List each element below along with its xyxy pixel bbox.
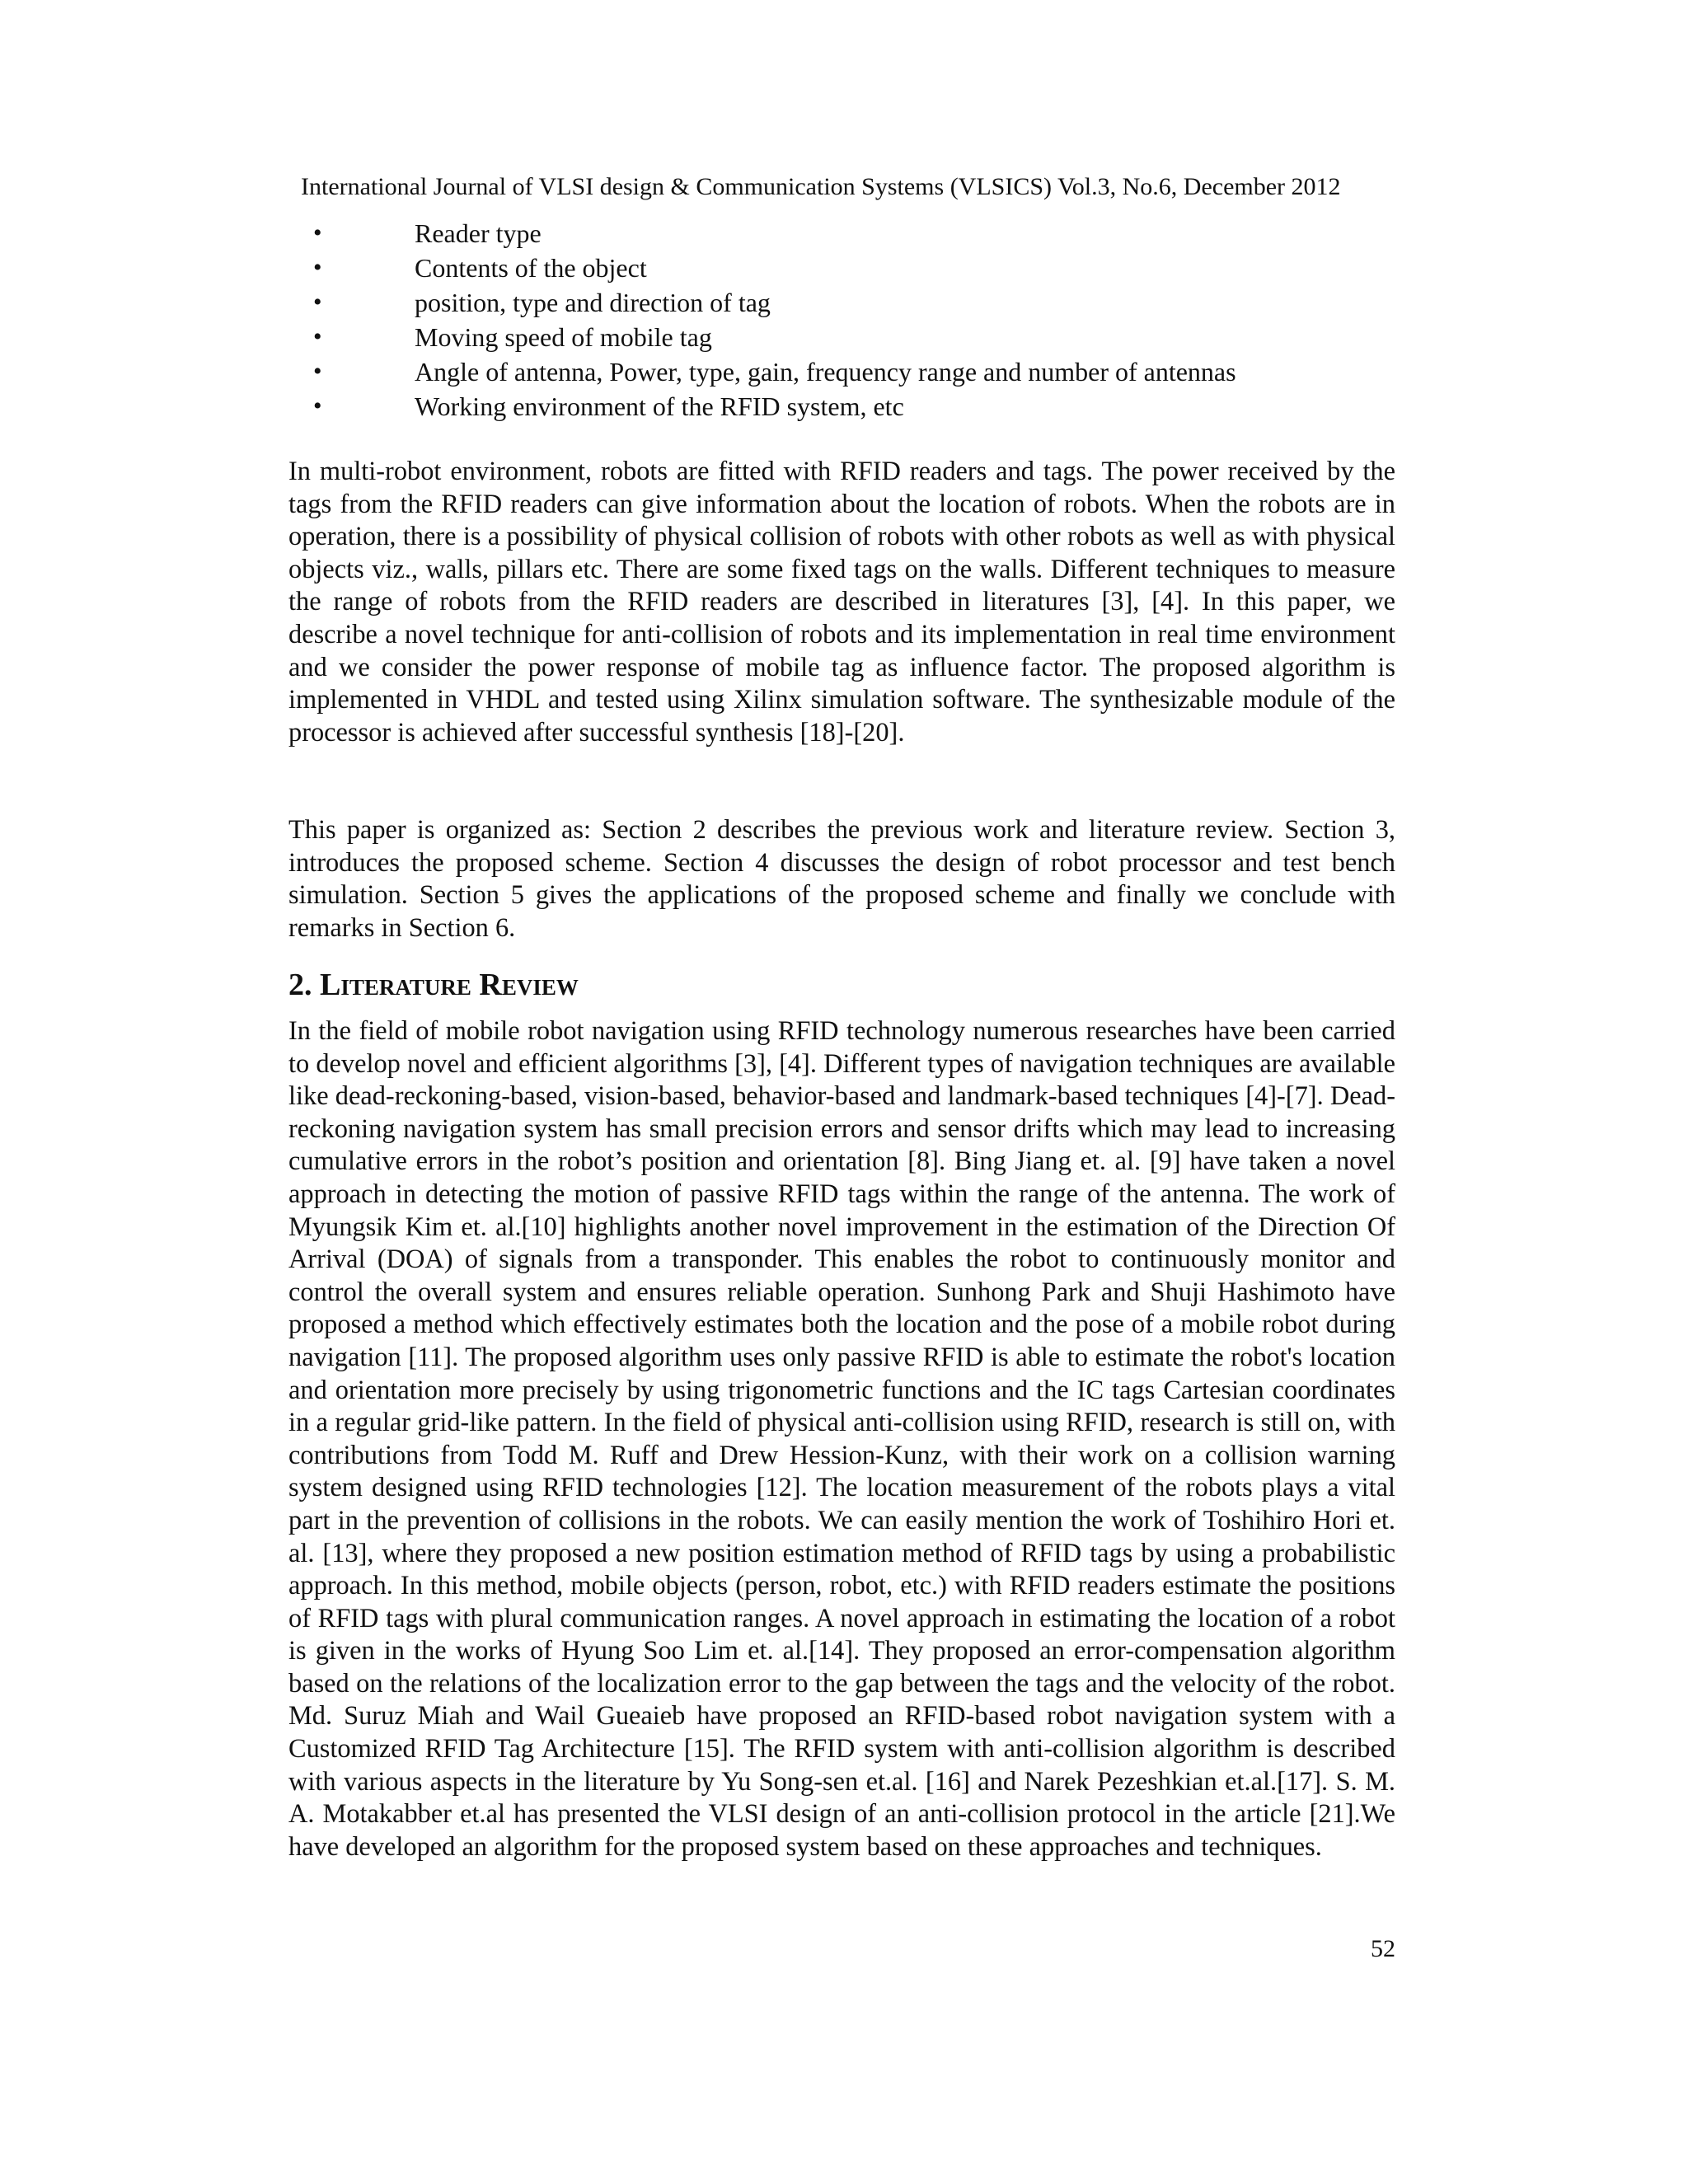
- literature-review-paragraph: In the field of mobile robot navigation using RFID technology numerous researches have been carried to develop novel and efficient algorithms [3], [4]. Different types of navigation techniques are available like dead-reckoning-based, vision-based, behavior-based and landmark-based techniques [4]-[7]. Dead-reckoning navigation system has small precision errors and sensor drifts which may lead to increasing cumulative errors in the robot’s position and orientation [8]. Bing Jiang et. al. [9] have taken a novel approach in detecting the motion of passive RFID tags within the range of the antenna. The work of Myungsik Kim et. al.[10] highlights another novel improvement in the estimation of the Direction Of Arrival (DOA) of signals from a transponder. This enables the robot to continuously monitor and control the overall system and ensures reliable operation. Sunhong Park and Shuji Hashimoto have proposed a method which effectively estimates both the location and the pose of a mobile robot during navigation [11]. The proposed algorithm uses only passive RFID is able to estimate the robot's location and orientation more precisely by using trigonometric functions and the IC tags Cartesian coordinates in a regular grid-like pattern. In the field of physical anti-collision using RFID, research is still on, with contributions from Todd M. Ruff and Drew Hession-Kunz, with their work on a collision warning system designed using RFID technologies [12]. The location measurement of the robots plays a vital part in the prevention of collisions in the robots. We can easily mention the work of Toshihiro Hori et. al. [13], where they proposed a new position estimation method of RFID tags by using a probabilistic approach. In this method, mobile objects (person, robot, etc.) with RFID readers estimate the positions of RFID tags with plural communication ranges. A novel approach in estimating the location of a robot is given in the works of Hyung Soo Lim et. al.[14]. They proposed an error-compensation algorithm based on the relations of the localization error to the gap between the tags and the velocity of the robot. Md. Suruz Miah and Wail Gueaieb have proposed an RFID-based robot navigation system with a Customized RFID Tag Architecture [15]. The RFID system with anti-collision algorithm is described with various aspects in the literature by Yu Song-sen et.al. [16] and Narek Pezeshkian et.al.[17]. S. M. A. Motakabber et.al has presented the VLSI design of an anti-collision protocol in the article [21].We have developed an algorithm for the proposed system based on these approaches and techniques.: [288, 1016, 1395, 1862]
- running-header: International Journal of VLSI design & Communication Systems (VLSICS) Vol.3, No.6, December 2012: [301, 173, 1341, 200]
- list-item-text: Contents of the object: [415, 253, 647, 283]
- list-item: [287, 389, 1400, 424]
- bullet-icon: •: [313, 254, 322, 281]
- intro-paragraph: In multi-robot environment, robots are fitted with RFID readers and tags. The power received by the tags from the RFID readers can give information about the location of robots. When the robots are in operation, there is a possibility of physical collision of robots with other robots as well as with physical objects viz., walls, pillars etc. There are some fixed tags on the walls. Different techniques to measure the range of robots from the RFID readers are described in literatures [3], [4]. In this paper, we describe a novel technique for anti-collision of robots and its implementation in real time environment and we consider the power response of mobile tag as influence factor. The proposed algorithm is implemented in VHDL and tested using Xilinx simulation software. The synthesizable module of the processor is achieved after successful synthesis [18]-[20].: [288, 457, 1395, 748]
- list-item: [287, 354, 1400, 389]
- bullet-icon: •: [313, 392, 322, 419]
- list-item-text: position, type and direction of tag: [415, 288, 771, 317]
- list-item-text: Angle of antenna, Power, type, gain, frequency range and number of antennas: [415, 357, 1236, 387]
- bullet-icon: •: [313, 323, 322, 350]
- section-heading: 2. Literature Review: [288, 968, 579, 1002]
- list-item-text: Working environment of the RFID system, etc: [415, 391, 904, 421]
- list-item-text: Reader type: [415, 218, 542, 248]
- bullet-icon: •: [313, 358, 322, 385]
- factor-bullet-list: [287, 216, 1400, 424]
- bullet-icon: •: [313, 288, 322, 316]
- list-item: [287, 320, 1400, 354]
- list-item: [287, 285, 1400, 320]
- organization-paragraph: This paper is organized as: Section 2 describes the previous work and literature review. Section 3, introduces the proposed scheme. Section 4 discusses the design of robot processor and test bench simulation. Section 5 gives the applications of the proposed scheme and finally we conclude with remarks in Section 6.: [288, 815, 1395, 943]
- list-item-text: Moving speed of mobile tag: [415, 322, 712, 352]
- list-item: [287, 216, 1400, 251]
- bullet-icon: •: [313, 219, 322, 246]
- page-number: 52: [1371, 1935, 1395, 1962]
- list-item: [287, 251, 1400, 285]
